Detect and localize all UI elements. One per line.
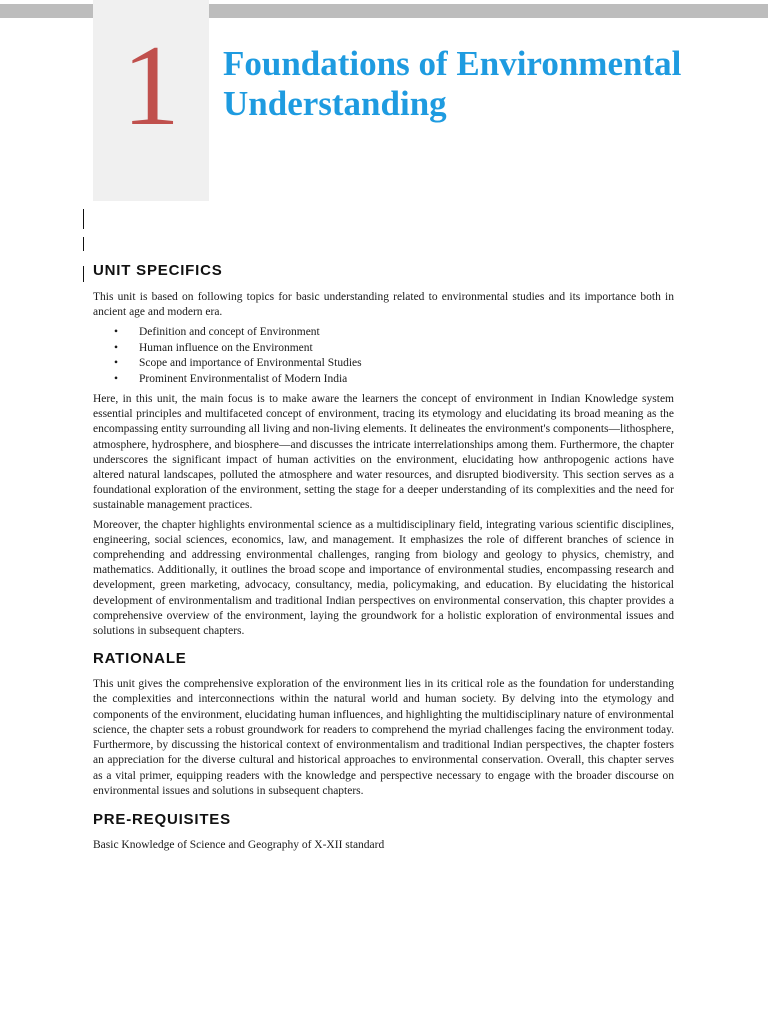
text-cursor-mark bbox=[83, 266, 84, 282]
chapter-title bbox=[223, 44, 753, 124]
prerequisites-heading: PRE-REQUISITES bbox=[93, 810, 231, 828]
chapter-title-line-2: Understanding bbox=[223, 84, 447, 123]
unit-specifics-paragraph-2: Moreover, the chapter highlights environmental science as a multidisciplinary field, integrating various scientific disciplines, engineering, social sciences, economics, law, and management. It emphasizes the role of different branches of science in comprehending and addressing environmental challenges, ranging from biology and geology to physics, chemistry, and mathematics. Additionally, it outlines the broad scope and importance of environmental studies, encompassing research and development, green marketing, advocacy, consultancy, media, policymaking, and education. By elucidating the historical development of environmentalism and traditional Indian perspectives on environmental conservation, this chapter provides a comprehensive overview of the environment, laying the groundwork for a holistic exploration of environmental issues and solutions in subsequent chapters. bbox=[93, 518, 674, 638]
list-item: • Definition and concept of Environment bbox=[93, 325, 674, 340]
unit-specifics-intro: This unit is based on following topics for basic understanding related to environmental studies and its importance both in ancient age and modern era. bbox=[93, 291, 674, 319]
list-item: • Prominent Environmentalist of Modern India bbox=[93, 372, 674, 387]
text-cursor-mark bbox=[83, 209, 84, 229]
rationale-paragraph: This unit gives the comprehensive exploration of the environment lies in its critical role as the foundation for understanding the complexities and interconnections within the natural world and human society. By delving into the etymology and components of the environment, elucidating human influences, and highlighting the multidisciplinary nature of environmental science, the chapter sets a robust groundwork for readers to comprehend the myriad challenges facing the environment today. Furthermore, by discussing the historical context of environmentalism and traditional Indian perspectives, the chapter fosters an appreciation for the diverse cultural and historical approaches to environmental conservation. Overall, this chapter serves as a vital primer, equipping readers with the knowledge and perspective necessary to engage with the broader discourse on environmental issues and solutions in subsequent chapters. bbox=[93, 678, 674, 797]
rationale-heading: RATIONALE bbox=[93, 650, 187, 668]
text-cursor-mark bbox=[83, 237, 84, 251]
topic-list bbox=[93, 325, 674, 387]
list-item: • Human influence on the Environment bbox=[93, 341, 674, 356]
chapter-number-box bbox=[93, 0, 209, 201]
unit-specifics-paragraph-1: Here, in this unit, the main focus is to make aware the learners the concept of environment in Indian Knowledge system essential principles and multifaceted concept of environment, tracing its etymology and elucidating its broad meaning as the encompassing entity surrounding all living and non-living elements. It delineates the environment's components—lithosphere, atmosphere, hydrosphere, and biosphere—and discusses the intricate interrelationships among them. Furthermore, the chapter underscores the significant impact of human activities on the environment, elucidating how anthropogenic actions have altered natural landscapes, polluted the atmosphere and water resources, and disrupted biodiversity. This section serves as a foundational exploration of the environment, setting the stage for a deeper understanding of its complexities and the need for sustainable management practices. bbox=[93, 393, 674, 512]
list-item: • Scope and importance of Environmental Studies bbox=[93, 356, 674, 371]
top-bar-right bbox=[209, 4, 768, 18]
chapter-number: 1 bbox=[122, 22, 180, 150]
chapter-content bbox=[93, 262, 674, 853]
prerequisites-paragraph: Basic Knowledge of Science and Geography of X-XII standard bbox=[93, 838, 385, 851]
unit-specifics-heading: UNIT SPECIFICS bbox=[93, 262, 223, 279]
chapter-title-line-1: Foundations of Environmental bbox=[223, 44, 682, 83]
top-bar-left bbox=[0, 4, 93, 18]
